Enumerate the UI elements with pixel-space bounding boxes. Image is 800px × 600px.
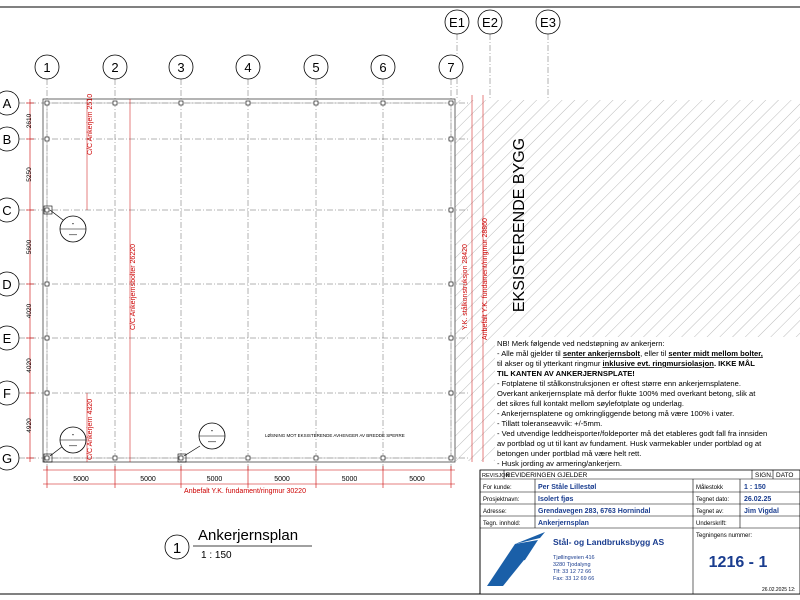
anchor-plate — [449, 208, 453, 212]
anchor-plate — [246, 456, 250, 460]
bottom-total-label: Anbefalt Y.K. fundament/ringmur 30220 — [184, 488, 306, 495]
dim-left-value: 4020 — [26, 303, 33, 319]
prosjekt-label: Prosjektnavn: — [483, 497, 520, 503]
existing-building-hatch — [455, 100, 800, 337]
grid-label-col-5: 5 — [312, 60, 320, 75]
anchor-plate — [45, 137, 49, 141]
detail-marker-bottom: — — [69, 230, 77, 239]
dato-label: Tegnet dato: — [696, 497, 730, 503]
yk-steel-label: Y.K. stålkonstruksjon 28420 — [462, 244, 469, 330]
for-kunde-value: Per Ståle Lillestøl — [538, 484, 597, 491]
cc-anchor-bolts-label: C/C Ankerjernsbolter 26220 — [130, 244, 137, 330]
detail-marker-c[interactable] — [50, 210, 86, 242]
grid-label-col-6: 6 — [379, 60, 387, 75]
sign-label: SIGN. — [755, 472, 773, 479]
view-number: 1 — [172, 540, 182, 557]
underskrift-label: Underskrift: — [696, 521, 727, 527]
anchor-plate — [449, 282, 453, 286]
view-title — [165, 527, 312, 561]
dim-bottom-value: 5000 — [140, 476, 156, 483]
anchor-plate — [45, 208, 49, 212]
revision-label: REVISJON — [482, 473, 510, 479]
grid-label-E2: E2 — [482, 15, 498, 30]
anchor-plate — [449, 336, 453, 340]
tegnet-av-value: Jim Vigdal — [744, 508, 779, 515]
detail-marker-bottom: — — [208, 437, 216, 446]
existing-building-hatch-lower — [455, 337, 495, 461]
yk-foundation-label: Anbefalt Y.K. fundament/ringmur 28860 — [482, 218, 489, 340]
company-city: 3280 Tjodalyng — [553, 562, 591, 568]
grid-label-col-2: 2 — [111, 60, 119, 75]
anchor-plate — [45, 282, 49, 286]
dim-bottom-value: 5000 — [206, 476, 223, 483]
grid-label-row-F: F — [3, 386, 11, 401]
note-line: NB! Merk følgende ved nedstøpning av ankerjern: — [497, 339, 665, 348]
anchor-notes — [497, 339, 767, 468]
grid-label-col-7: 7 — [447, 60, 455, 75]
date-label: DATO — [776, 472, 794, 479]
revision-applies-label: REVIDERINGEN GJELDER — [506, 472, 588, 479]
anchor-plate — [449, 101, 453, 105]
prosjekt-value: Isolert fjøs — [538, 496, 574, 503]
dim-left-value: 4920 — [26, 418, 33, 433]
existing-building-label: EKSISTERENDE BYGG — [511, 137, 528, 313]
note-line: til akser og til ytterkant ringmur inklusive evt. ringmursiolasjon. IKKE MÅL — [497, 359, 755, 368]
note-line: - Tillatt toleranseavvik: +/-5mm. — [497, 419, 603, 428]
anchor-plate — [179, 101, 183, 105]
anchor-plate — [113, 456, 117, 460]
grid-label-E1: E1 — [449, 15, 465, 30]
grid-label-row-C: C — [2, 203, 12, 218]
dim-bottom-value: 5000 — [274, 476, 290, 483]
adresse-value: Grendavegen 283, 6763 Hornindal — [538, 508, 651, 515]
view-name: Ankerjernsplan — [198, 527, 299, 544]
dim-left-value: 5250 — [26, 167, 33, 182]
detail-marker-top: - — [71, 219, 75, 228]
dim-bottom-value: 5000 — [341, 476, 358, 483]
grid-label-E3: E3 — [540, 15, 556, 30]
grid-label-row-D: D — [2, 277, 12, 292]
anchor-plate — [381, 101, 385, 105]
note-line: - Alle mål gjelder til senter ankerjernsbolt, eller til senter midt mellom bolter, — [497, 349, 763, 358]
company-address: Tjøllingveien 416 — [553, 555, 595, 561]
cc-anchor-bottom-label: C/C Ankerjern 4320 — [87, 398, 94, 460]
anchor-plate — [45, 391, 49, 395]
anchor-plate — [314, 456, 318, 460]
detail-marker-g1[interactable] — [50, 427, 86, 456]
note-line: det sikres full kontakt mellom søylefotplate og underlag. — [497, 399, 684, 408]
dim-left-value: 2610 — [26, 113, 33, 129]
foundation-inner-rect — [47, 103, 451, 458]
grid-label-col-1: 1 — [43, 60, 51, 75]
note-line: betongen under portblad må være helt rett. — [497, 449, 642, 458]
detail-marker-bottom: — — [69, 441, 77, 450]
tegningsnummer-value: 1216 - 1 — [708, 554, 768, 571]
dim-left-value: 4020 — [26, 358, 33, 373]
tegnet-av-label: Tegnet av: — [696, 509, 724, 515]
detail-marker-top: - — [71, 430, 75, 439]
anchor-plate — [449, 456, 453, 460]
detail-marker-g3[interactable] — [184, 423, 225, 456]
foundation-outline — [43, 99, 455, 462]
dato-value: 26.02.25 — [744, 496, 772, 503]
malestokk-label: Målestokk — [696, 485, 724, 491]
grid-label-col-4: 4 — [244, 60, 252, 75]
anchor-plate — [113, 101, 117, 105]
anchor-plate — [449, 391, 453, 395]
tegningsnummer-label: Tegningens nummer: — [696, 533, 753, 539]
dimension-lines — [26, 95, 483, 488]
company-phone: Tlf: 33 12 72 66 — [553, 569, 592, 575]
anchor-plate — [45, 456, 49, 460]
company-name: Stål- og Landbruksbygg AS — [553, 537, 665, 547]
cc-anchor-top-label: C/C Ankerjern 2510 — [87, 93, 94, 155]
grid-label-row-A: A — [2, 96, 12, 111]
dim-bottom-value: 5000 — [409, 476, 425, 483]
company-fax: Fax: 33 12 69 66 — [553, 576, 595, 582]
note-line: - Ved utvendige leddheisporter/foldeporter må det etableres godt fall fra innsiden — [497, 429, 768, 438]
grid-label-row-G: G — [1, 451, 13, 466]
existing-connection-note: LØSNING MOT EKSISTERENDE AVHENGER AV BREDDE SPERRE — [265, 433, 405, 438]
adresse-label: Adresse: — [483, 509, 507, 515]
dim-bottom-value: 5000 — [73, 476, 89, 483]
foundation-outline-rect — [43, 99, 455, 462]
dim-left-value: 5600 — [26, 239, 33, 255]
anchor-plate — [314, 101, 318, 105]
anchor-plate — [45, 336, 49, 340]
note-line: - Husk jording av armering/ankerjern. — [497, 459, 622, 468]
detail-marker-top: - — [210, 426, 214, 435]
note-line: av portblad og ut til kant av fundament. Husk varmekabler under portblad og at — [497, 439, 762, 448]
anchor-plate — [381, 456, 385, 460]
note-line: - Ankerjernsplatene og omkringliggende betong må være 100% i vater. — [497, 409, 735, 418]
grid-label-col-3: 3 — [177, 60, 185, 75]
anchor-plate — [246, 101, 250, 105]
view-scale: 1 : 150 — [201, 550, 232, 561]
title-block — [480, 470, 800, 594]
note-line: Overkant ankerjernsplate må derfor flukte 100% med overkant betong, slik at — [497, 389, 756, 398]
innhold-label: Tegn. innhold: — [483, 521, 521, 527]
anchor-plate — [179, 456, 183, 460]
timestamp: 26.02.2025 12: — [762, 587, 796, 593]
innhold-value: Ankerjernsplan — [538, 520, 589, 527]
note-line: - Fotplatene til stålkonstruksjonen er oftest større enn ankerjernsplatene. — [497, 379, 741, 388]
grid-label-row-E: E — [2, 331, 12, 346]
anchor-plate — [45, 101, 49, 105]
for-kunde-label: For kunde: — [483, 485, 512, 491]
grid-label-row-B: B — [2, 132, 12, 147]
anchor-plate — [449, 137, 453, 141]
note-line: TIL KANTEN AV ANKERJERNSPLATE! — [497, 369, 635, 378]
malestokk-value: 1 : 150 — [744, 484, 766, 491]
